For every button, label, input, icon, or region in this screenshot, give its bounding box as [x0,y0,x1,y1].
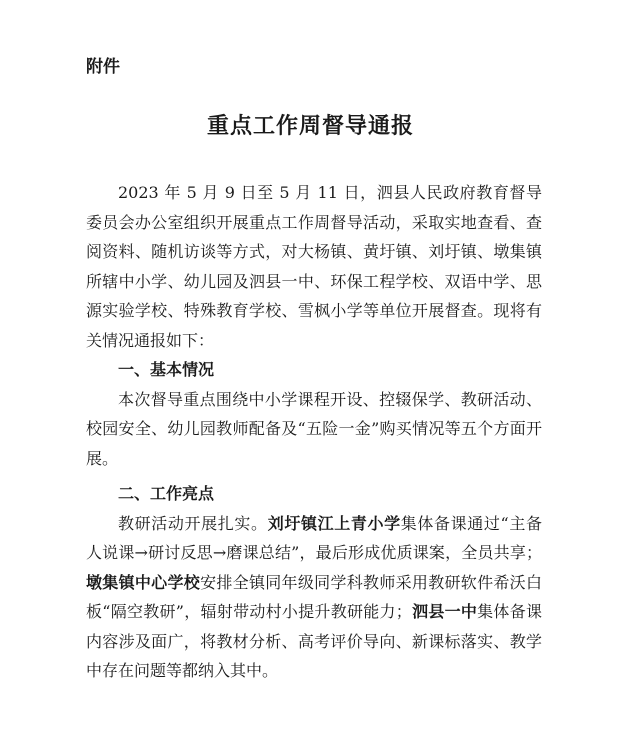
section-heading-highlights: 二、工作亮点 [118,484,215,503]
document-body [86,178,542,686]
document-title: 重点工作周督导通报 [206,114,414,139]
school-name-jiangshangqing: 刘圩镇江上青小学 [267,513,401,533]
school-name-dunji: 墩集镇中心学校 [86,572,201,592]
attachment-label: 附件 [86,57,120,77]
intro-paragraph: 2023 年 5 月 9 日至 5 月 11 日，泗县人民政府教育督导委员会办公室组织开展重点工作周督导活动，采取实地查看、查阅资料、随机访谈等方式，对大杨镇、黄圩镇、刘圩镇、墩集镇所辖中小学、幼儿园及泗县一中、环保工程学校、双语中学、思源实验学校、特殊教育学校、雪枫小学等单位开展督查。现将有关情况通报如下： [86,183,542,350]
school-name-sixian-no1: 泗县一中 [411,602,478,621]
section-heading-basic: 一、基本情况 [118,360,215,379]
highlight-text-2: 安排全镇同年级同学科教师采用教研软件希沃白板“隔空教研”，辐射带动村小提升教研能力； [86,572,542,621]
section-paragraph-highlights [86,509,542,686]
section-paragraph-basic: 本次督导重点围绕中小学课程开设、控辍保学、教研活动、校园安全、幼儿园教师配备及“五险一金”购买情况等五个方面开展。 [86,389,542,468]
highlight-text-3: 集体备课内容涉及面广，将教材分析、高考评价导向、新课标落实、教学中存在问题等都纳入其中。 [86,602,542,680]
highlight-lead: 教研活动开展扎实。 [118,513,268,533]
highlight-text-1: 集体备课通过“主备人说课→研讨反思→磨课总结”，最后形成优质课案，全员共享； [86,513,542,562]
